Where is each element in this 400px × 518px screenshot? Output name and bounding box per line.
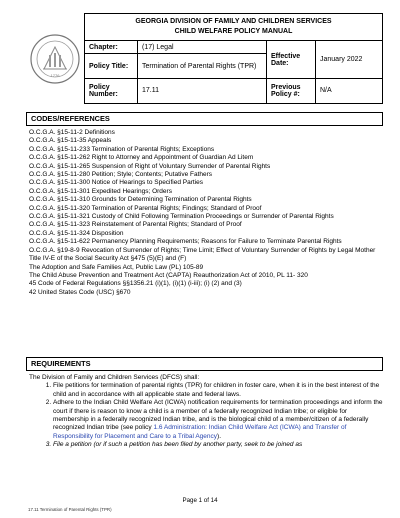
code-item: O.C.G.A. §15-11-35 Appeals: [29, 137, 112, 145]
codes-list: [26, 126, 383, 297]
code-item: O.C.G.A. §15-11-320 Termination of Parental Rights; Findings; Standard of Proof: [29, 204, 262, 212]
page-number: Page 1 of 14: [182, 497, 218, 504]
requirements-body: [26, 371, 383, 450]
footer-doc-title: 17.11 Termination of Parental Rights (TPR): [28, 507, 112, 512]
requirements-section: [26, 357, 383, 450]
previous-policy-label: Previous Policy #:: [267, 78, 316, 103]
code-item: O.C.G.A. §15-11-300 Notice of Hearings to Specified Parties: [29, 179, 204, 187]
requirements-list: [29, 382, 383, 449]
code-item: The Child Abuse Prevention and Treatment Act (CAPTA) Reauthorization Act of 2010, PL 11- 320: [29, 271, 308, 279]
code-item: O.C.G.A. §15-11-280 Petition; Style; Contents; Putative Fathers: [29, 171, 213, 179]
code-item: O.C.G.A. §15-11-2 Definitions: [29, 129, 115, 136]
policy-number-label: Policy Number:: [85, 78, 138, 103]
code-item: O.C.G.A. §15-11-265 Suspension of Right of Voluntary Surrender of Parental Rights: [29, 162, 271, 170]
requirements-heading: REQUIREMENTS: [26, 357, 383, 371]
effective-date-value: January 2022: [316, 41, 383, 78]
code-item: O.C.G.A. §15-11-233 Termination of Parental Rights; Exceptions: [29, 145, 215, 153]
code-item: 45 Code of Federal Regulations §§1356.21 (i)(1), (i)(1) (i-iii); (i) (2) and (3): [29, 280, 242, 288]
effective-date-label: Effective Date:: [267, 41, 316, 78]
policy-title-label: Policy Title:: [85, 54, 138, 78]
code-item: O.C.G.A. §15-11-323 Reinstatement of Parental Rights; Standard of Proof: [29, 221, 242, 229]
code-item: Title IV-E of the Social Security Act §475 (5)(E) and (F): [29, 255, 187, 263]
code-item: O.C.G.A. §15-11-324 Disposition: [29, 229, 124, 237]
icwa-policy-link[interactable]: 1.6 Administration: Indian Child Welfare Act (ICWA) and Transfer of Responsibility for Placement and Care to a Tribal Agency: [53, 424, 347, 440]
manual-title: GEORGIA DIVISION OF FAMILY AND CHILDREN SERVICES CHILD WELFARE POLICY MANUAL: [85, 14, 383, 41]
code-item: O.C.G.A. §15-11-262 Right to Attorney and Appointment of Guardian Ad Litem: [29, 154, 254, 162]
seal-year: 1776: [50, 72, 60, 78]
codes-heading: CODES/REFERENCES: [26, 112, 383, 126]
previous-policy-value: N/A: [316, 78, 383, 103]
policy-header: [26, 13, 383, 104]
chapter-value: (17) Legal: [138, 41, 267, 54]
policy-title-value: Termination of Parental Rights (TPR): [138, 54, 267, 78]
code-item: O.C.G.A. §19-8-9 Revocation of Surrender of Rights; Time Limit; Effect of Voluntary Surrender of Rights by Legal Mother: [29, 246, 376, 254]
code-item: 42 United States Code (USC) §670: [29, 288, 131, 296]
requirement-item: 1. File petitions for termination of parental rights (TPR) for children in foster care, when it is in the best interest of the child and in accordance with all applicable state and federal laws.: [53, 382, 383, 399]
header-table: [84, 13, 383, 104]
code-item: O.C.G.A. §15-11-622 Permanency Planning Requirements; Reasons for Failure to Terminate Parental Rights: [29, 238, 342, 246]
code-item: O.C.G.A. §15-11-310 Grounds for Determining Termination of Parental Rights: [29, 196, 252, 204]
georgia-seal-icon: [26, 13, 84, 104]
code-item: O.C.G.A. §15-11-301 Expedited Hearings; Orders: [29, 187, 172, 195]
code-item: The Adoption and Safe Families Act, Public Law (PL) 105-89: [29, 263, 204, 271]
requirement-item: 3. File a petition (or if such a petition has been filed by another party, seek to be joined as: [53, 441, 383, 449]
code-item: O.C.G.A. §15-11-321 Custody of Child Following Termination Proceedings or Surrender of Parental Rights: [29, 213, 334, 221]
chapter-label: Chapter:: [85, 41, 138, 54]
requirement-item: 2. Adhere to the Indian Child Welfare Act (ICWA) notification requirements for termination proceedings and inform the court if there is reason to know a child is a member of a federally recognized Indian tribe; or eligible for membership in a federally recognized Indian tribe, and is the biological child of a member/citizen of a federally recognized Indian tribe (see policy 1.6 Administration: Indian Child Welfare Act (ICWA) and Transfer of Responsibility for Placement and Care to a Tribal Agency).: [53, 399, 383, 441]
codes-references-section: [26, 112, 383, 297]
policy-number-value: 17.11: [138, 78, 267, 103]
requirements-intro: The Division of Family and Children Services (DFCS) shall:: [29, 374, 200, 381]
